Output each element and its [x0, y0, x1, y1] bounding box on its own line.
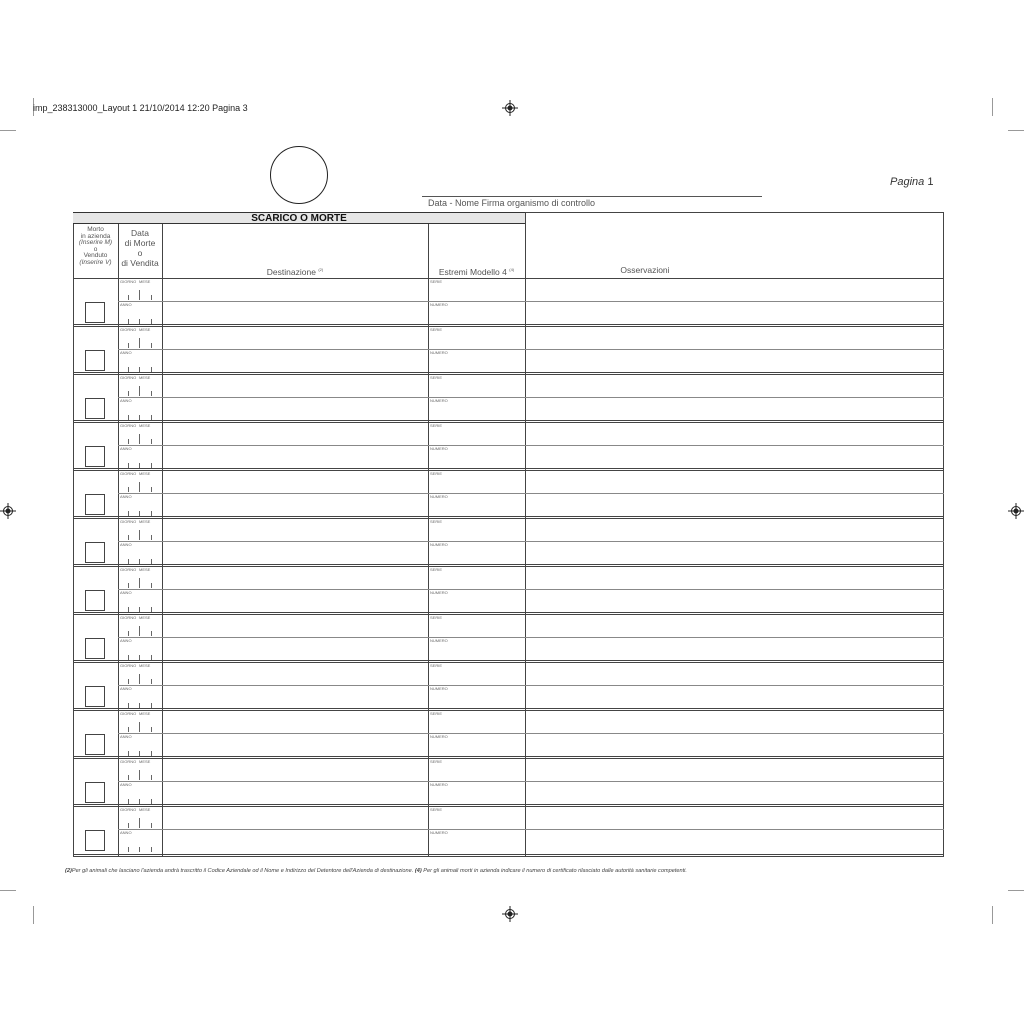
- giorno-label: GIORNO: [120, 423, 137, 428]
- stamp-circle: [270, 146, 328, 204]
- digit-tick: [139, 674, 140, 684]
- digit-tick: [139, 626, 140, 636]
- header-destinazione: [162, 266, 428, 276]
- anno-label: ANNO: [120, 494, 132, 499]
- numero-label: NUMERO: [430, 590, 448, 595]
- status-checkbox: [85, 446, 105, 467]
- status-checkbox: [85, 782, 105, 803]
- row-divider: [73, 710, 944, 711]
- serie-label: SERIE: [430, 375, 443, 380]
- row-divider: [73, 806, 944, 807]
- table-top-border: [525, 212, 944, 213]
- serie-label: SERIE: [430, 519, 443, 524]
- table-bottom-border: [73, 854, 944, 855]
- digit-tick: [128, 535, 129, 540]
- header-destinazione-note: (2): [318, 267, 324, 272]
- serie-label: SERIE: [430, 759, 443, 764]
- giorno-label: GIORNO: [120, 327, 137, 332]
- giorno-label: GIORNO: [120, 375, 137, 380]
- mese-label: MESE: [139, 567, 151, 572]
- giorno-label: GIORNO: [120, 519, 137, 524]
- row-divider: [73, 708, 944, 709]
- digit-tick: [128, 343, 129, 348]
- row-divider: [73, 372, 944, 373]
- status-checkbox: [85, 494, 105, 515]
- mese-label: MESE: [139, 279, 151, 284]
- anno-label: ANNO: [120, 782, 132, 787]
- digit-tick: [128, 775, 129, 780]
- row-divider: [73, 516, 944, 517]
- status-checkbox: [85, 302, 105, 323]
- status-checkbox: [85, 542, 105, 563]
- anno-label: ANNO: [120, 398, 132, 403]
- numero-label: NUMERO: [430, 398, 448, 403]
- mese-label: MESE: [139, 711, 151, 716]
- digit-tick: [139, 530, 140, 540]
- row-divider: [73, 326, 944, 327]
- anno-label: ANNO: [120, 686, 132, 691]
- registration-mark-icon: [502, 100, 518, 116]
- digit-tick: [128, 391, 129, 396]
- giorno-label: GIORNO: [120, 615, 137, 620]
- numero-label: NUMERO: [430, 302, 448, 307]
- header-osservazioni: Osservazioni: [620, 265, 670, 275]
- row-midline: [118, 301, 944, 302]
- crop-mark: [992, 906, 993, 924]
- digit-tick: [151, 295, 152, 300]
- column-divider: [118, 224, 119, 856]
- row-divider: [73, 662, 944, 663]
- digit-tick: [151, 775, 152, 780]
- digit-tick: [139, 290, 140, 300]
- header-data-line: o: [137, 248, 143, 258]
- mese-label: MESE: [139, 519, 151, 524]
- header-estremi: [428, 266, 525, 276]
- row-divider: [73, 756, 944, 757]
- mese-label: MESE: [139, 423, 151, 428]
- mese-label: MESE: [139, 807, 151, 812]
- header-morto-line: Morto: [87, 226, 104, 233]
- page-number: [890, 176, 933, 188]
- header-data-line: di Morte: [124, 238, 156, 248]
- row-divider: [73, 518, 944, 519]
- page-label: Pagina: [890, 176, 925, 188]
- footnote-marker-2: (2): [65, 868, 72, 874]
- row-divider: [73, 470, 944, 471]
- row-divider: [73, 422, 944, 423]
- row-divider: [73, 612, 944, 613]
- header-morto-line: (Inserire V): [79, 258, 112, 266]
- serie-label: SERIE: [430, 807, 443, 812]
- page-number-value: 1: [927, 176, 934, 188]
- digit-tick: [151, 631, 152, 636]
- numero-label: NUMERO: [430, 830, 448, 835]
- digit-tick: [151, 439, 152, 444]
- giorno-label: GIORNO: [120, 567, 137, 572]
- digit-tick: [128, 487, 129, 492]
- header-morto-line: (Inserire M): [78, 239, 113, 246]
- header-bottom-line: [73, 278, 944, 279]
- row-divider: [73, 564, 944, 565]
- digit-tick: [151, 487, 152, 492]
- signature-line: [422, 196, 762, 197]
- table-bottom-border: [73, 856, 944, 857]
- anno-label: ANNO: [120, 830, 132, 835]
- numero-label: NUMERO: [430, 446, 448, 451]
- status-checkbox: [85, 590, 105, 611]
- digit-tick: [151, 583, 152, 588]
- numero-label: NUMERO: [430, 638, 448, 643]
- numero-label: NUMERO: [430, 542, 448, 547]
- crop-mark: [1008, 130, 1024, 131]
- anno-label: ANNO: [120, 302, 132, 307]
- digit-tick: [128, 583, 129, 588]
- numero-label: NUMERO: [430, 686, 448, 691]
- digit-tick: [128, 847, 129, 852]
- digit-tick: [128, 727, 129, 732]
- digit-tick: [139, 482, 140, 492]
- giorno-label: GIORNO: [120, 711, 137, 716]
- digit-tick: [139, 338, 140, 348]
- digit-tick: [139, 847, 140, 852]
- giorno-label: GIORNO: [120, 759, 137, 764]
- table-left-border: [73, 224, 74, 856]
- numero-label: NUMERO: [430, 782, 448, 787]
- digit-tick: [151, 391, 152, 396]
- anno-label: ANNO: [120, 446, 132, 451]
- registration-mark-icon: [0, 503, 16, 519]
- row-midline: [118, 829, 944, 830]
- status-checkbox: [85, 686, 105, 707]
- digit-tick: [139, 722, 140, 732]
- column-divider: [162, 224, 163, 856]
- row-midline: [118, 781, 944, 782]
- anno-label: ANNO: [120, 638, 132, 643]
- digit-tick: [151, 535, 152, 540]
- crop-mark: [0, 130, 16, 131]
- header-estremi-text: Estremi Modello 4: [438, 266, 507, 277]
- status-checkbox: [85, 398, 105, 419]
- numero-label: NUMERO: [430, 734, 448, 739]
- row-midline: [118, 397, 944, 398]
- status-checkbox: [85, 350, 105, 371]
- giorno-label: GIORNO: [120, 471, 137, 476]
- giorno-label: GIORNO: [120, 279, 137, 284]
- serie-label: SERIE: [430, 663, 443, 668]
- row-midline: [118, 733, 944, 734]
- anno-label: ANNO: [120, 734, 132, 739]
- header-estremi-note: (4): [509, 267, 515, 272]
- digit-tick: [151, 679, 152, 684]
- anno-label: ANNO: [120, 590, 132, 595]
- row-midline: [118, 349, 944, 350]
- serie-label: SERIE: [430, 327, 443, 332]
- digit-tick: [128, 295, 129, 300]
- crop-mark: [0, 890, 16, 891]
- footnote-marker-4: (4): [414, 868, 422, 874]
- row-midline: [118, 685, 944, 686]
- status-checkbox: [85, 638, 105, 659]
- digit-tick: [139, 386, 140, 396]
- footnote-text-2: Per gli animali che lasciano l'azienda andrà trascritto il Codice Aziendale od il Nome e Indirizzo del Detentore dell'Azienda di destinazione.: [71, 868, 414, 874]
- digit-tick: [128, 439, 129, 444]
- row-midline: [118, 493, 944, 494]
- digit-tick: [139, 818, 140, 828]
- numero-label: NUMERO: [430, 494, 448, 499]
- header-morto-line: Venduto: [83, 252, 108, 259]
- row-midline: [118, 541, 944, 542]
- mese-label: MESE: [139, 663, 151, 668]
- header-morto-line: in azienda: [80, 232, 111, 240]
- footnote: [65, 868, 687, 874]
- row-midline: [118, 589, 944, 590]
- row-divider: [73, 566, 944, 567]
- crop-mark: [33, 906, 34, 924]
- row-divider: [73, 468, 944, 469]
- row-divider: [73, 758, 944, 759]
- crop-mark: [992, 98, 993, 116]
- scarico-table: [73, 212, 944, 856]
- mese-label: MESE: [139, 615, 151, 620]
- status-checkbox: [85, 830, 105, 851]
- table-title: SCARICO O MORTE: [73, 212, 525, 224]
- row-divider: [73, 660, 944, 661]
- digit-tick: [139, 434, 140, 444]
- signature-label: Data - Nome Firma organismo di controllo: [428, 198, 596, 208]
- mese-label: MESE: [139, 375, 151, 380]
- crop-mark: [1008, 890, 1024, 891]
- digit-tick: [128, 631, 129, 636]
- print-slug: imp_238313000_Layout 1 21/10/2014 12:20 Pagina 3: [33, 103, 248, 113]
- digit-tick: [139, 770, 140, 780]
- mese-label: MESE: [139, 759, 151, 764]
- registration-mark-icon: [502, 906, 518, 922]
- serie-label: SERIE: [430, 711, 443, 716]
- table-right-border: [943, 212, 944, 856]
- anno-label: ANNO: [120, 350, 132, 355]
- serie-label: SERIE: [430, 423, 443, 428]
- header-morto: [73, 227, 118, 266]
- anno-label: ANNO: [120, 542, 132, 547]
- row-divider: [73, 804, 944, 805]
- column-divider: [428, 224, 429, 856]
- digit-tick: [151, 823, 152, 828]
- header-morto-line: o: [93, 245, 98, 253]
- header-data-line: di Vendita: [121, 258, 159, 268]
- mese-label: MESE: [139, 327, 151, 332]
- header-destinazione-text: Destinazione: [266, 266, 316, 277]
- numero-label: NUMERO: [430, 350, 448, 355]
- digit-tick: [139, 578, 140, 588]
- row-midline: [118, 445, 944, 446]
- serie-label: SERIE: [430, 279, 443, 284]
- row-midline: [118, 637, 944, 638]
- serie-label: SERIE: [430, 615, 443, 620]
- column-divider: [525, 212, 526, 856]
- giorno-label: GIORNO: [120, 663, 137, 668]
- footnote-text-4: Per gli animali morti in azienda indicare il numero di certificato rilasciato dalle autorità sanitarie competenti.: [423, 868, 687, 874]
- row-divider: [73, 420, 944, 421]
- serie-label: SERIE: [430, 567, 443, 572]
- registration-mark-icon: [1008, 503, 1024, 519]
- digit-tick: [128, 679, 129, 684]
- digit-tick: [128, 823, 129, 828]
- status-checkbox: [85, 734, 105, 755]
- row-divider: [73, 374, 944, 375]
- row-divider: [73, 614, 944, 615]
- header-data-line: Data: [131, 228, 149, 238]
- row-divider: [73, 324, 944, 325]
- digit-tick: [151, 847, 152, 852]
- header-data: [118, 228, 162, 268]
- digit-tick: [151, 727, 152, 732]
- serie-label: SERIE: [430, 471, 443, 476]
- mese-label: MESE: [139, 471, 151, 476]
- giorno-label: GIORNO: [120, 807, 137, 812]
- digit-tick: [151, 343, 152, 348]
